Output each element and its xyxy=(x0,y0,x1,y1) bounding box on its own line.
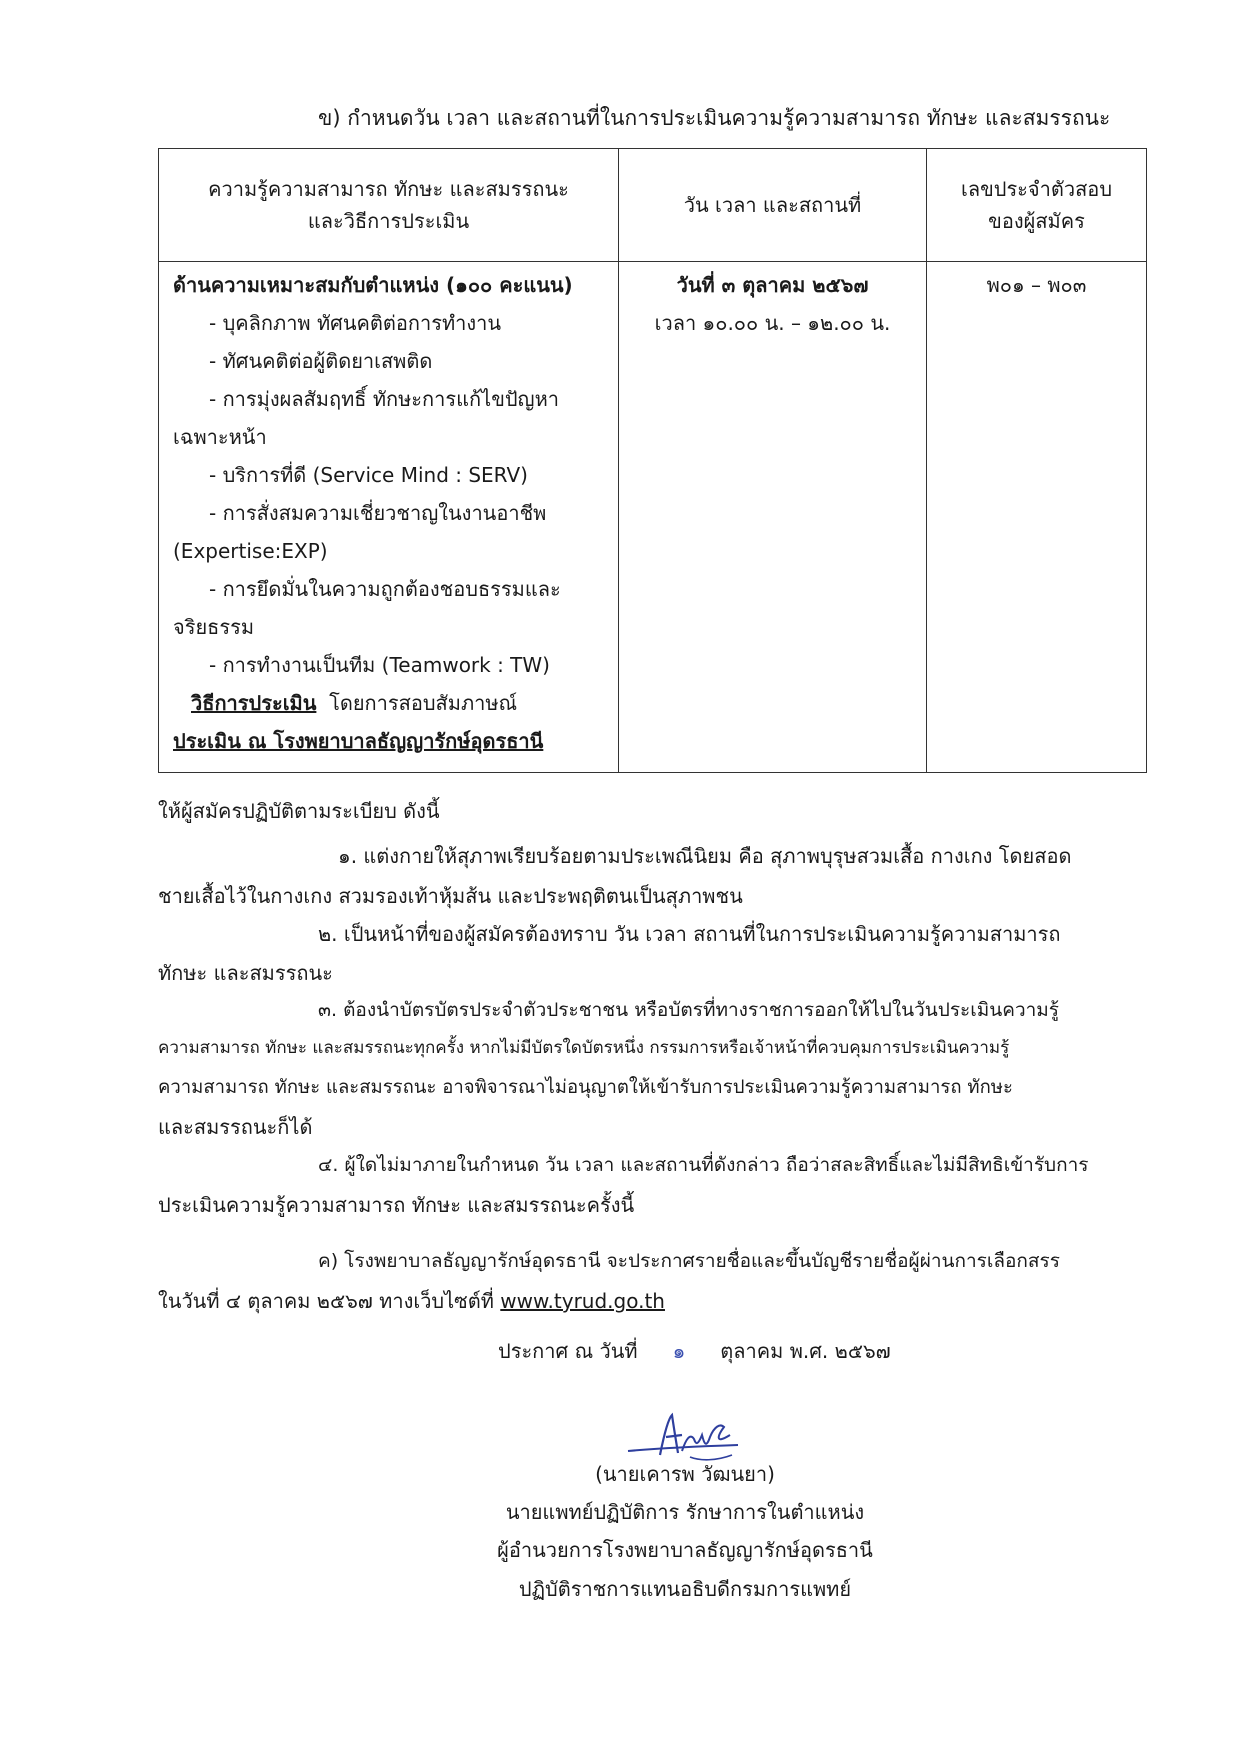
instruction-4-line1: ๔. ผู้ใดไม่มาภายในกำหนด วัน เวลา และสถานที่ดังกล่าว ถือว่าสละสิทธิ์และไม่มีสิทธิเข้ารับการ xyxy=(318,1154,1089,1176)
announce-prefix: ประกาศ ณ วันที่ xyxy=(498,1339,638,1363)
website-link[interactable]: www.tyrud.go.th xyxy=(500,1289,665,1313)
list-item: - บุคลิกภาพ ทัศนคติต่อการทำงาน xyxy=(209,311,502,335)
header-exam-id xyxy=(927,149,1147,262)
table-row xyxy=(159,262,1147,773)
list-item: - การทำงานเป็นทีม (Teamwork : TW) xyxy=(209,653,550,677)
section-c-line1: ค) โรงพยาบาลธัญญารักษ์อุดรธานี จะประกาศรายชื่อและขึ้นบัญชีรายชื่อผู้ผ่านการเลือกสรร xyxy=(318,1250,1060,1272)
instruction-3-line3: ความสามารถ ทักษะ และสมรรถนะ อาจพิจารณาไม่อนุญาตให้เข้ารับการประเมินความรู้ความสามารถ ทักษะ xyxy=(158,1077,1013,1098)
method-line xyxy=(173,684,617,722)
header-competency-line2: และวิธีการประเมิน xyxy=(307,209,470,233)
exam-id-cell xyxy=(927,262,1147,773)
list-item-continued: (Expertise:EXP) xyxy=(173,539,328,563)
list-item-continued: เฉพาะหน้า xyxy=(173,425,267,449)
header-competency xyxy=(159,149,619,262)
announce-month-year: ตุลาคม พ.ศ. ๒๕๖๗ xyxy=(720,1339,891,1363)
section-b-heading: ข) กำหนดวัน เวลา และสถานที่ในการประเมินความรู้ความสามารถ ทักษะ และสมรรถนะ xyxy=(318,106,1111,130)
instruction-3-line1: ๓. ต้องนำบัตรบัตรประจำตัวประชาชน หรือบัตรที่ทางราชการออกให้ไปในวันประเมินความรู้ xyxy=(318,999,1060,1021)
table-header-row xyxy=(159,149,1147,262)
instruction-1-line2: ชายเสื้อไว้ในกางเกง สวมรองเท้าหุ้มส้น และประพฤติตนเป็นสุภาพชน xyxy=(158,884,743,908)
evaluation-schedule-table xyxy=(158,148,1147,773)
exam-date: วันที่ ๓ ตุลาคม ๒๕๖๗ xyxy=(676,273,869,297)
header-date-place: วัน เวลา และสถานที่ xyxy=(619,149,927,262)
location-line: ประเมิน ณ โรงพยาบาลธัญญารักษ์อุดรธานี xyxy=(173,729,544,753)
signer-title-2: ผู้อำนวยการโรงพยาบาลธัญญารักษ์อุดรธานี xyxy=(497,1538,873,1562)
signer-title-3: ปฏิบัติราชการแทนอธิบดีกรมการแพทย์ xyxy=(518,1577,852,1601)
list-item: - ทัศนคติต่อผู้ติดยาเสพติด xyxy=(209,349,433,373)
section-c-line2 xyxy=(158,1285,665,1317)
list-item: - การยึดมั่นในความถูกต้องชอบธรรมและ xyxy=(209,577,561,601)
signer-name: (นายเคารพ วัฒนยา) xyxy=(595,1462,775,1486)
list-item: - การสั่งสมความเชี่ยวชาญในงานอาชีพ xyxy=(209,501,547,525)
instruction-4-line2: ประเมินความรู้ความสามารถ ทักษะ และสมรรถนะครั้งนี้ xyxy=(158,1193,635,1217)
list-item: - บริการที่ดี (Service Mind : SERV) xyxy=(209,463,528,487)
instruction-3-line2: ความสามารถ ทักษะ และสมรรถนะทุกครั้ง หากไม่มีบัตรใดบัตรหนึ่ง กรรมการหรือเจ้าหน้าที่ควบคุมการประเมินความรู้ xyxy=(158,1038,1010,1058)
method-text: โดยการสอบสัมภาษณ์ xyxy=(329,691,518,715)
header-competency-line1: ความรู้ความสามารถ ทักษะ และสมรรถนะ xyxy=(208,177,569,201)
exam-time: เวลา ๑๐.๐๐ น. – ๑๒.๐๐ น. xyxy=(654,311,891,335)
instruction-3-line4: และสมรรถนะก็ได้ xyxy=(158,1115,313,1139)
instruction-2-line2: ทักษะ และสมรรถนะ xyxy=(158,961,333,985)
announce-day: ๑ xyxy=(672,1339,686,1363)
instructions-intro: ให้ผู้สมัครปฏิบัติตามระเบียบ ดังนี้ xyxy=(158,799,440,823)
instruction-1-line1: ๑. แต่งกายให้สุภาพเรียบร้อยตามประเพณีนิยม คือ สุภาพบุรุษสวมเสื้อ กางเกง โดยสอด xyxy=(338,844,1072,868)
date-place-cell xyxy=(619,262,927,773)
list-item-continued: จริยธรรม xyxy=(173,615,255,639)
method-label: วิธีการประเมิน xyxy=(191,691,317,715)
header-exam-id-line2: ของผู้สมัคร xyxy=(988,209,1085,233)
category-title: ด้านความเหมาะสมกับตำแหน่ง (๑๐๐ คะแนน) xyxy=(173,273,573,297)
list-item: - การมุ่งผลสัมฤทธิ์ ทักษะการแก้ไขปัญหา xyxy=(209,387,560,411)
exam-id-range: พ๐๑ – พ๐๓ xyxy=(986,273,1087,297)
section-c-date-text: ในวันที่ ๔ ตุลาคม ๒๕๖๗ ทางเว็บไซต์ที่ xyxy=(158,1289,494,1313)
announcement-date-line xyxy=(498,1335,891,1367)
header-exam-id-line1: เลขประจำตัวสอบ xyxy=(960,177,1113,201)
competency-cell xyxy=(159,262,619,773)
signer-title-1: นายแพทย์ปฏิบัติการ รักษาการในตำแหน่ง xyxy=(505,1500,865,1524)
instruction-2-line1: ๒. เป็นหน้าที่ของผู้สมัครต้องทราบ วัน เวลา สถานที่ในการประเมินความรู้ความสามารถ xyxy=(318,922,1061,946)
